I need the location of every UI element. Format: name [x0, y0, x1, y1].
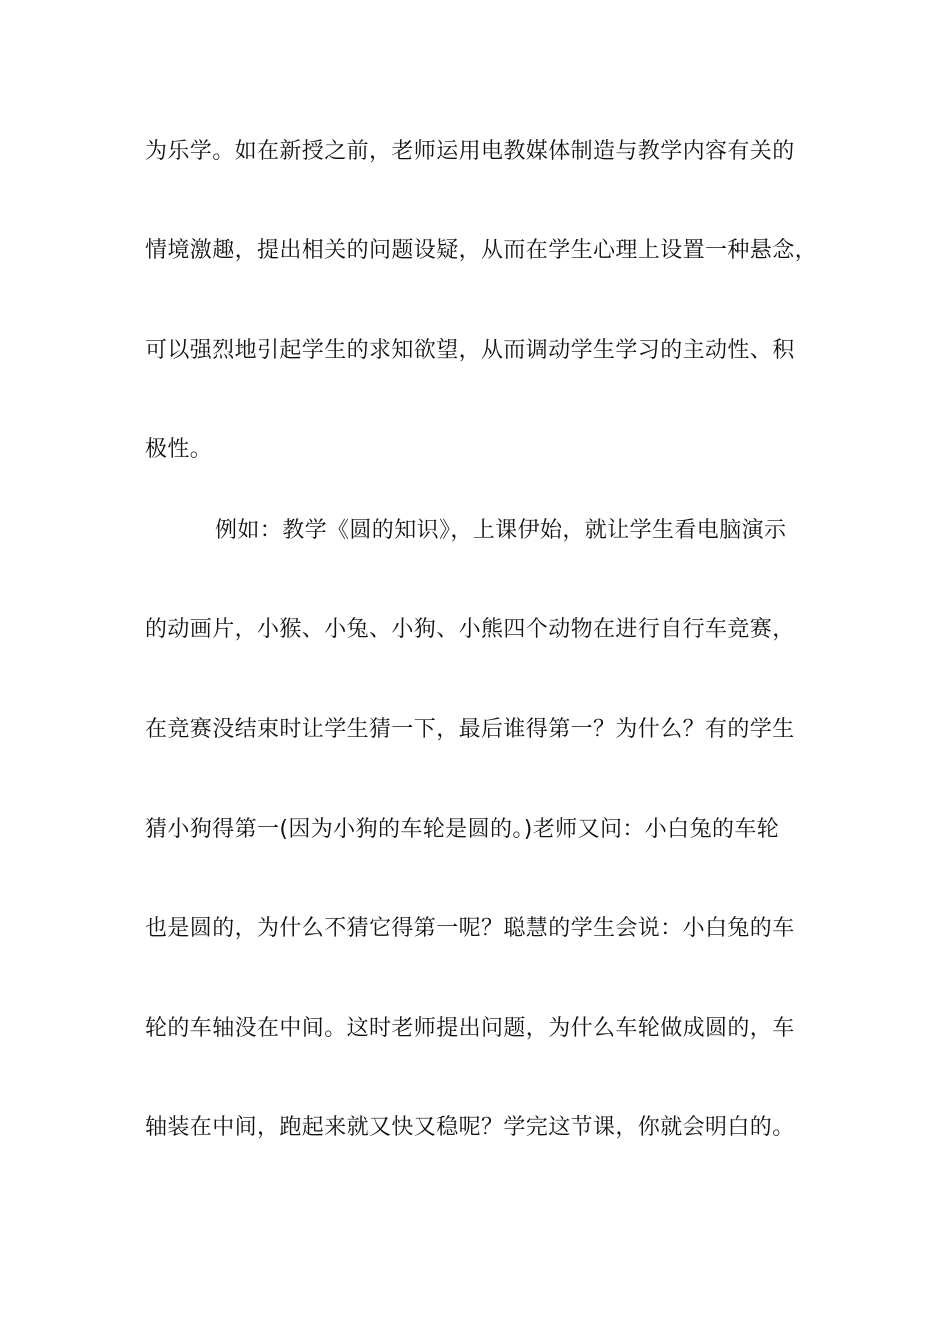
text-line: 的动画片，小猴、小兔、小狗、小熊四个动物在进行自行车竞赛， [145, 617, 795, 642]
text-line: 猜小狗得第一(因为小狗的车轮是圆的。)老师又问：小白兔的车轮 [145, 817, 780, 842]
text-line: 可以强烈地引起学生的求知欲望，从而调动学生学习的主动性、积 [145, 338, 795, 363]
text-line: 为乐学。如在新授之前，老师运用电教媒体制造与教学内容有关的 [145, 139, 795, 164]
text-line: 极性。 [145, 437, 213, 462]
text-line: 也是圆的，为什么不猜它得第一呢？聪慧的学生会说：小白兔的车 [145, 916, 795, 941]
text-line: 轮的车轴没在中间。这时老师提出问题，为什么车轮做成圆的，车 [145, 1016, 795, 1041]
text-line: 在竞赛没结束时让学生猜一下，最后谁得第一？为什么？有的学生 [145, 717, 795, 742]
text-line: 轴装在中间，跑起来就又快又稳呢？学完这节课，你就会明白的。 [145, 1115, 795, 1140]
text-line: 情境激趣，提出相关的问题设疑，从而在学生心理上设置一种悬念， [145, 238, 818, 263]
text-line: 例如：教学《圆的知识》，上课伊始，就让学生看电脑演示 [215, 518, 787, 543]
